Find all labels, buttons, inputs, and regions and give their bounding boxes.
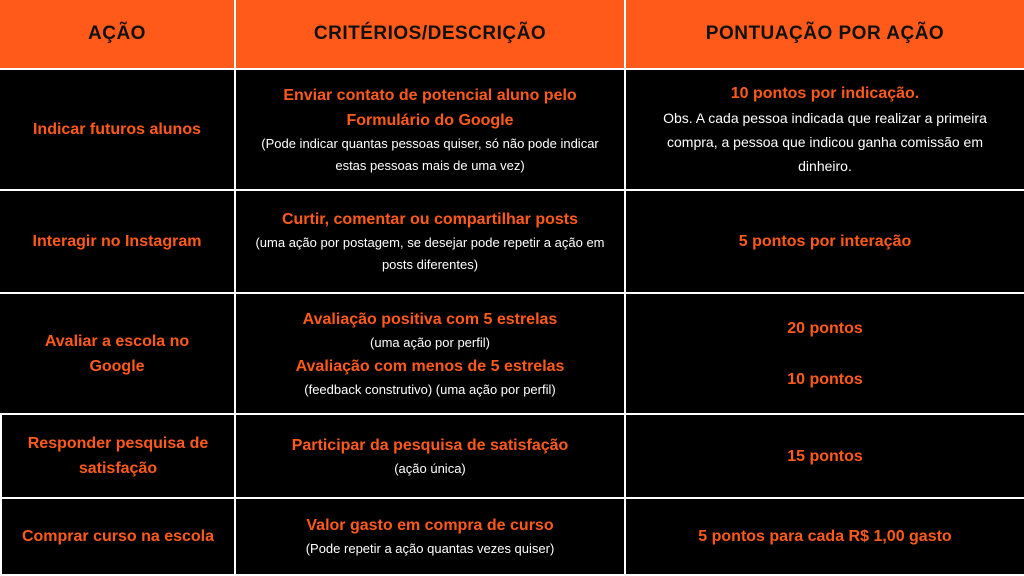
header-action: AÇÃO (0, 0, 236, 70)
row3-criteria: Avaliação positiva com 5 estrelas (uma ação por perfil) Avaliação com menos de 5 estrelas (feedback construtivo) (uma ação por perfil) (236, 294, 626, 415)
header-criteria: CRITÉRIOS/DESCRIÇÃO (236, 0, 626, 70)
row2-criteria: Curtir, comentar ou compartilhar posts (uma ação por postagem, se desejar pode repetir a ação em posts diferentes) (236, 191, 626, 294)
row2-action: Interagir no Instagram (0, 191, 236, 294)
row1-criteria: Enviar contato de potencial aluno pelo Formulário do Google (Pode indicar quantas pessoas quiser, só não pode indicar estas pessoas mais de uma vez) (236, 70, 626, 191)
row5-points: 5 pontos para cada R$ 1,00 gasto (626, 499, 1024, 576)
row4-action: Responder pesquisa de satisfação (0, 415, 236, 499)
row3-action: Avaliar a escola no Google (0, 294, 236, 415)
row1-points: 10 pontos por indicação. Obs. A cada pessoa indicada que realizar a primeira compra, a pessoa que indicou ganha comissão em dinheiro. (626, 70, 1024, 191)
row5-criteria: Valor gasto em compra de curso (Pode repetir a ação quantas vezes quiser) (236, 499, 626, 576)
header-points: PONTUAÇÃO POR AÇÃO (626, 0, 1024, 70)
row2-points: 5 pontos por interação (626, 191, 1024, 294)
row1-action: Indicar futuros alunos (0, 70, 236, 191)
row5-action: Comprar curso na escola (0, 499, 236, 576)
row4-criteria: Participar da pesquisa de satisfação (ação única) (236, 415, 626, 499)
row4-points: 15 pontos (626, 415, 1024, 499)
row3-points: 20 pontos 10 pontos (626, 294, 1024, 415)
